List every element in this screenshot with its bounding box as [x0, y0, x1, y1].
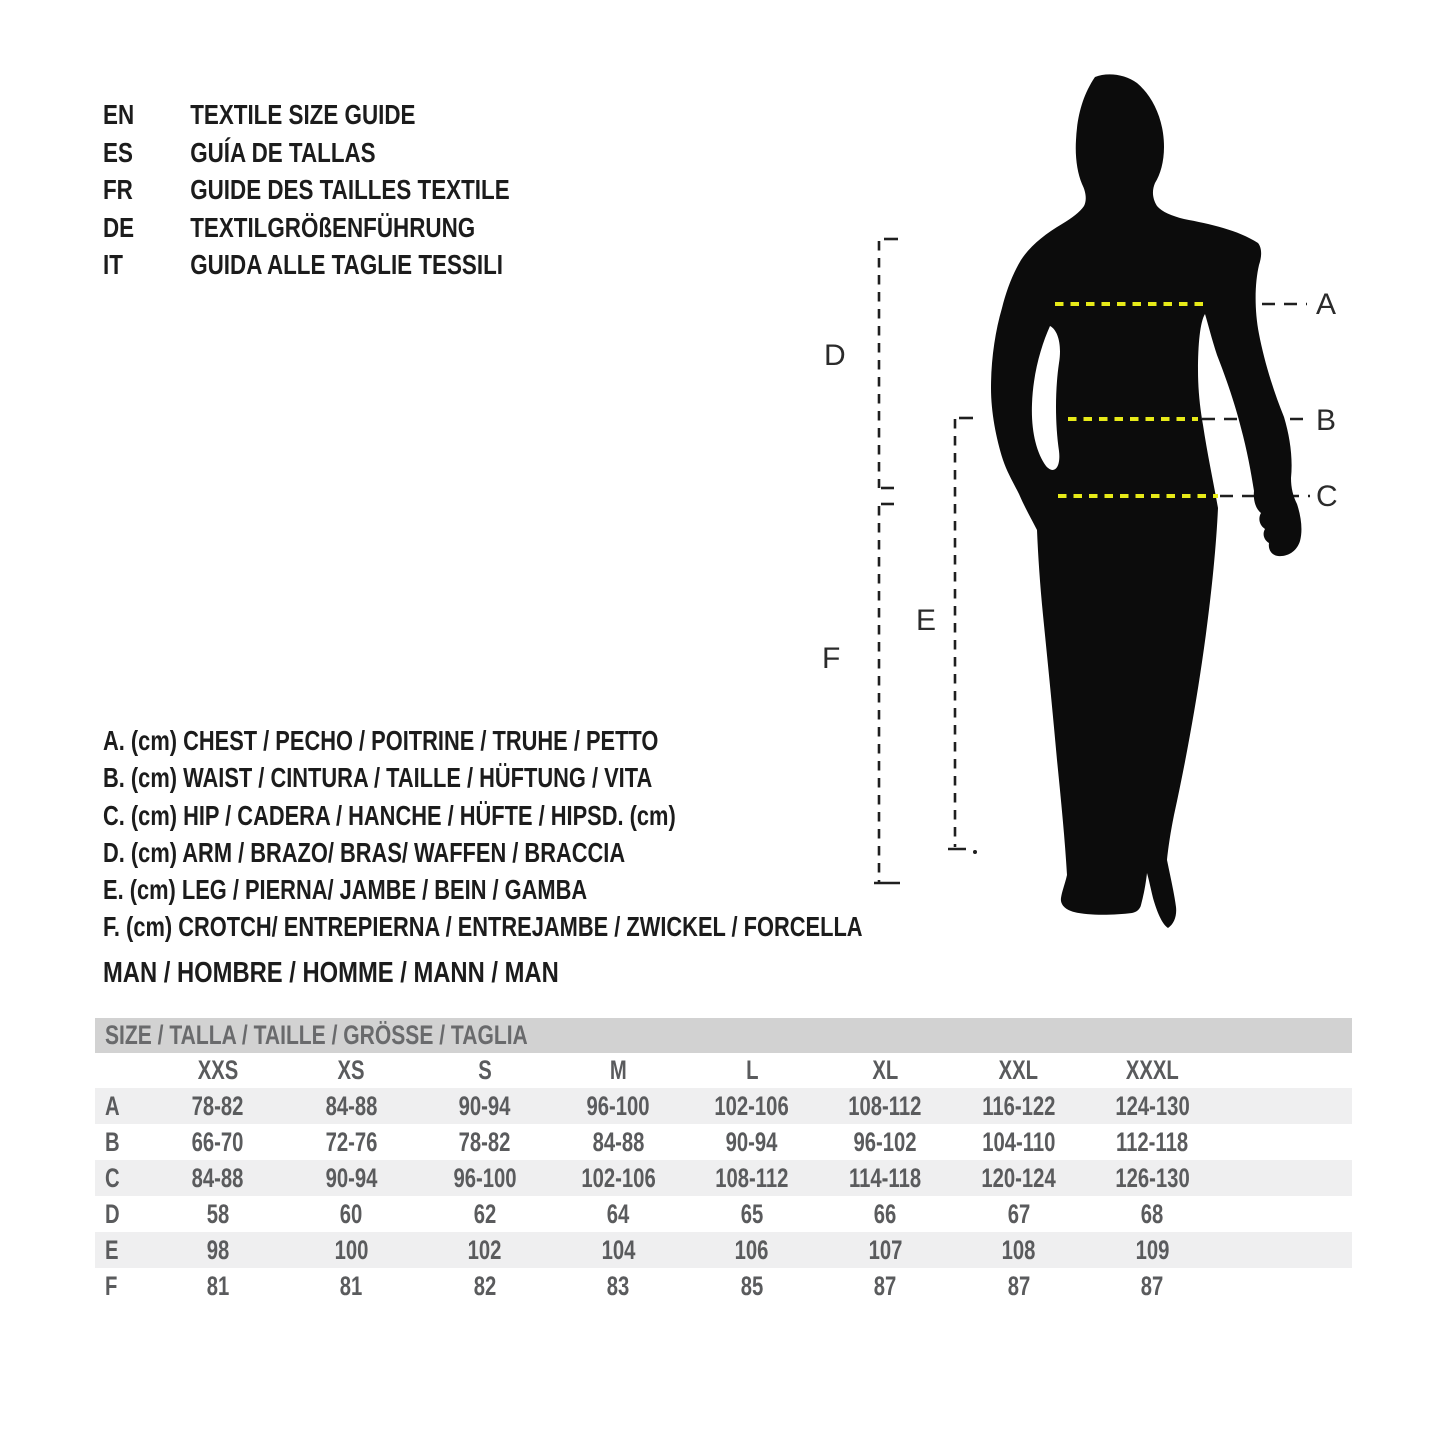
size-table-header-bar: [95, 1018, 1352, 1053]
cell-value: 102: [467, 1234, 502, 1265]
table-row-leg: [95, 1232, 1352, 1268]
cell-value: 109: [1135, 1234, 1170, 1265]
table-row-waist: [95, 1124, 1352, 1160]
cell-value: 60: [339, 1198, 363, 1229]
cell-value: 82: [473, 1270, 497, 1301]
guide-title: GUIDA ALLE TAGLIE TESSILI: [190, 249, 503, 280]
cell-value: 104-110: [982, 1126, 1056, 1157]
leg-tick-dot: [973, 850, 977, 854]
cell-value: 87: [1007, 1270, 1031, 1301]
cell-value: 78-82: [191, 1090, 244, 1121]
cell-value: 116-122: [982, 1090, 1056, 1121]
lang-code: IT: [103, 249, 123, 280]
cell-value: 65: [740, 1198, 764, 1229]
cell-value: 87: [1140, 1270, 1164, 1301]
cell-value: 102-106: [714, 1090, 789, 1121]
cell-value: 90-94: [725, 1126, 778, 1157]
legend-line-arm: D. (cm) ARM / BRAZO/ BRAS/ WAFFEN / BRACCIA: [103, 836, 626, 868]
chest-label: A: [1316, 288, 1337, 321]
size-col-header: M: [609, 1055, 627, 1085]
size-col-header: S: [477, 1055, 492, 1085]
cell-value: 108-112: [715, 1162, 789, 1193]
cell-value: 90-94: [458, 1090, 511, 1121]
size-col-header: XXXL: [1125, 1055, 1179, 1085]
guide-title: TEXTILE SIZE GUIDE: [190, 99, 416, 130]
man-measurement-diagram: [810, 60, 1360, 950]
legend-line-hip: C. (cm) HIP / CADERA / HANCHE / HÜFTE / HIPSD. (cm): [103, 799, 676, 831]
cell-value: 96-102: [853, 1126, 917, 1157]
size-table: [95, 1018, 1352, 1304]
lang-code: EN: [103, 99, 135, 130]
cell-value: 102-106: [581, 1162, 656, 1193]
size-col-header: XXS: [197, 1055, 239, 1085]
lang-code: DE: [103, 211, 135, 243]
cell-value: 107: [868, 1234, 903, 1265]
cell-value: 66: [873, 1198, 897, 1229]
cell-value: 100: [334, 1234, 369, 1265]
guide-title: GUIDE DES TAILLES TEXTILE: [190, 174, 510, 205]
title-block: [103, 96, 510, 284]
row-label: A: [105, 1090, 120, 1121]
legend-line-chest: A. (cm) CHEST / PECHO / POITRINE / TRUHE / PETTO: [103, 725, 659, 756]
crotch-label: F: [822, 642, 841, 675]
cell-value: 85: [740, 1270, 764, 1301]
lang-code: FR: [103, 174, 133, 205]
arm-label: D: [824, 339, 846, 372]
cell-value: 87: [873, 1270, 897, 1301]
guide-title: TEXTILGRÖßENFÜHRUNG: [190, 211, 476, 243]
legend-line-leg: E. (cm) LEG / PIERNA/ JAMBE / BEIN / GAMBA: [103, 874, 588, 906]
waist-label: B: [1316, 404, 1337, 437]
hip-label: C: [1316, 480, 1338, 513]
cell-value: 78-82: [458, 1126, 511, 1157]
legend-line-waist: B. (cm) WAIST / CINTURA / TAILLE / HÜFTUNG / VITA: [103, 762, 653, 794]
cell-value: 124-130: [1115, 1090, 1190, 1121]
size-col-header: L: [745, 1055, 758, 1085]
row-label: C: [105, 1162, 120, 1193]
row-label: F: [105, 1270, 118, 1301]
cell-value: 84-88: [592, 1126, 645, 1157]
cell-value: 96-100: [586, 1090, 650, 1121]
cell-value: 108: [1001, 1234, 1036, 1265]
title-row-fr: [103, 171, 510, 209]
title-row-en: [103, 96, 510, 134]
measure-legend: [103, 722, 863, 946]
cell-value: 84-88: [325, 1090, 378, 1121]
title-row-de: [103, 209, 510, 247]
cell-value: 58: [206, 1198, 230, 1229]
row-label: E: [105, 1234, 119, 1265]
size-col-header: XS: [337, 1055, 365, 1085]
cell-value: 96-100: [453, 1162, 517, 1193]
cell-value: 98: [206, 1234, 230, 1265]
gender-line: MAN / HOMBRE / HOMME / MANN / MAN: [103, 957, 559, 989]
cell-value: 114-118: [849, 1162, 922, 1193]
cell-value: 64: [606, 1198, 630, 1229]
cell-value: 66-70: [191, 1126, 244, 1157]
size-header-row: [95, 1053, 1352, 1088]
cell-value: 108-112: [848, 1090, 922, 1121]
leg-label: E: [916, 604, 937, 637]
cell-value: 84-88: [191, 1162, 244, 1193]
cell-value: 83: [606, 1270, 630, 1301]
size-col-header: XXL: [999, 1055, 1039, 1085]
cell-value: 68: [1140, 1198, 1164, 1229]
cell-value: 81: [339, 1270, 363, 1301]
table-row-chest: [95, 1088, 1352, 1124]
row-label: B: [105, 1126, 120, 1157]
legend-line-crotch: F. (cm) CROTCH/ ENTREPIERNA / ENTREJAMBE / ZWICKEL / FORCELLA: [103, 911, 863, 943]
cell-value: 62: [473, 1198, 497, 1229]
vertical-measure-lines: [874, 239, 973, 883]
cell-value: 67: [1007, 1198, 1031, 1229]
lang-code: ES: [103, 136, 133, 168]
man-silhouette: [991, 74, 1301, 928]
title-row-es: [103, 134, 510, 172]
cell-value: 112-118: [1116, 1126, 1189, 1157]
guide-title: GUÍA DE TALLAS: [190, 136, 376, 168]
table-row-crotch: [95, 1268, 1352, 1304]
title-row-it: [103, 246, 510, 284]
table-row-arm: [95, 1196, 1352, 1232]
cell-value: 104: [601, 1234, 636, 1265]
cell-value: 72-76: [325, 1126, 378, 1157]
cell-value: 90-94: [325, 1162, 378, 1193]
row-label: D: [105, 1198, 120, 1229]
cell-value: 106: [734, 1234, 769, 1265]
size-col-header: XL: [872, 1055, 899, 1085]
size-table-header-text: SIZE / TALLA / TAILLE / GRÖSSE / TAGLIA: [105, 1020, 528, 1050]
cell-value: 126-130: [1115, 1162, 1190, 1193]
table-row-hip: [95, 1160, 1352, 1196]
cell-value: 120-124: [981, 1162, 1056, 1193]
cell-value: 81: [206, 1270, 230, 1301]
